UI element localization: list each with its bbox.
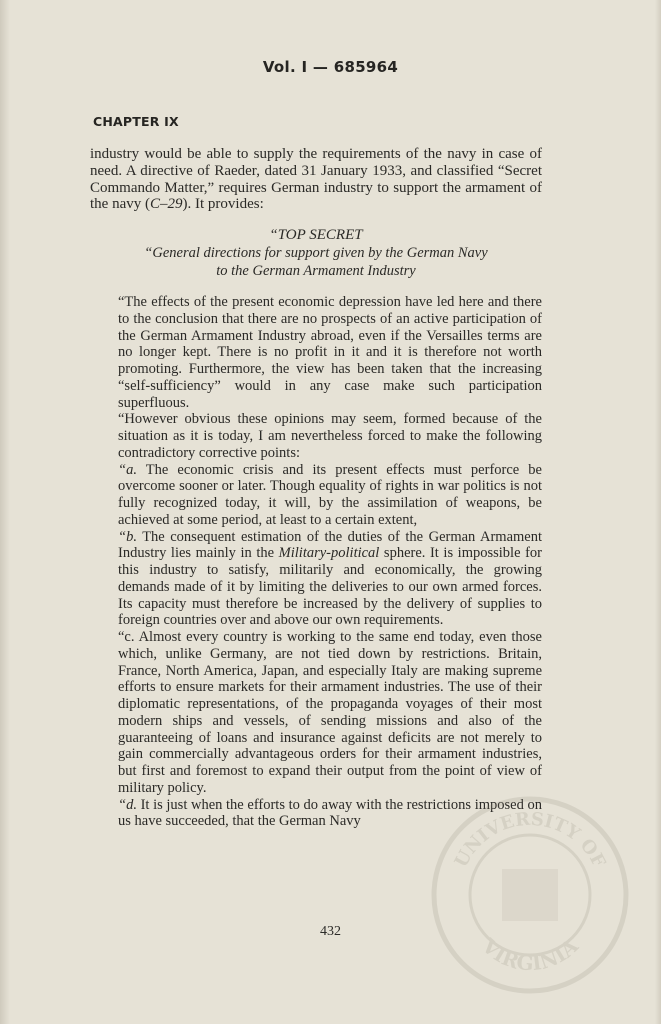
document-title-line-2: to the German Armament Industry bbox=[216, 263, 416, 280]
document-title-line-1: “General directions for support given by the German Navy bbox=[144, 245, 488, 262]
quoted-document-body bbox=[90, 294, 542, 830]
seal-text-bottom: VIRGINIA bbox=[477, 933, 583, 976]
paragraph-however: “However obvious these opinions may seem, formed because of the situation as it is today, I am nevertheless forced to make the following contradictory corrective points: bbox=[118, 411, 542, 461]
paragraph-b bbox=[90, 529, 542, 630]
page-number: 432 bbox=[320, 924, 341, 939]
point-b-italic: Military-political bbox=[278, 545, 380, 562]
classification-label: “TOP SECRET bbox=[269, 227, 363, 244]
intro-text-1: industry would be able to supply the requirements of the navy in case of need. A directive of Raeder, dated 31 January 1933, and classified “Secret Commando Matter,” requires German industry to support the armament of the navy ( bbox=[90, 146, 542, 213]
running-head: Vol. I — 685964 bbox=[262, 58, 399, 76]
chapter-heading: CHAPTER IX bbox=[93, 114, 179, 129]
paragraph-a bbox=[90, 462, 542, 529]
point-b-text-2: sphere. It is impossible for this industry to satisfy, militarily and economically, the growing demands made of it by limiting the deliveries to our own armed forces. Its capacity must therefore be increased by the delivery of supplies to foreign countries over and above our own requirements. bbox=[118, 545, 542, 629]
seal-text-top: UNIVERSITY OF bbox=[450, 808, 610, 871]
page-body bbox=[90, 146, 542, 830]
citation-ref: C–29 bbox=[149, 196, 183, 213]
point-b-marker: “b. bbox=[118, 528, 137, 545]
point-d-marker: “d. bbox=[118, 796, 137, 813]
point-a-text: The economic crisis and its present effects must perforce be overcome sooner or later. Though equality of rights in war politics is not fully recognized today, it will, by the assimilation of weapons, be achieved at some period, at least to a certain extent, bbox=[118, 461, 542, 528]
point-d-text: It is just when the efforts to do away with the restrictions imposed on us have succeeded, that the German Navy bbox=[118, 796, 542, 830]
point-a-marker: “a. bbox=[118, 461, 137, 478]
paragraph-c: “c. Almost every country is working to the same end today, even those which, unlike Germany, are not tied down by restrictions. Britain, France, North America, Japan, and especially Italy are making supreme efforts to ensure markets for their armament industries. The use of their diplomatic representations, of the propaganda voyages of their most modern ships and vessels, of sending missions and also of the guaranteeing of loans and insurance against deficits are not merely to gain commercially advantageous orders for their armament industries, but first and foremost to expand their output from the point of view of military policy. bbox=[118, 629, 542, 796]
paragraph-effects: “The effects of the present economic depression have led here and there to the conclusion that there are no prospects of an active participation of the German Armament Industry abroad, even if the Versailles terms are no longer kept. There is no profit in it and it is therefore not worth promoting. Furthermore, the view has been taken that the increasing “self-sufficiency” would in any case make such participation superfluous. bbox=[118, 294, 542, 411]
page-edge-right bbox=[655, 0, 661, 1024]
intro-paragraph bbox=[90, 146, 542, 213]
seal-emblem bbox=[502, 869, 558, 921]
library-seal-watermark bbox=[430, 795, 630, 995]
quoted-document-heading bbox=[90, 227, 542, 280]
point-b-text-1: The consequent estimation of the duties of the German Armament Industry lies mainly in the bbox=[118, 528, 542, 562]
page-edge-left bbox=[0, 0, 10, 1024]
intro-text-2: ). It provides: bbox=[182, 196, 264, 213]
